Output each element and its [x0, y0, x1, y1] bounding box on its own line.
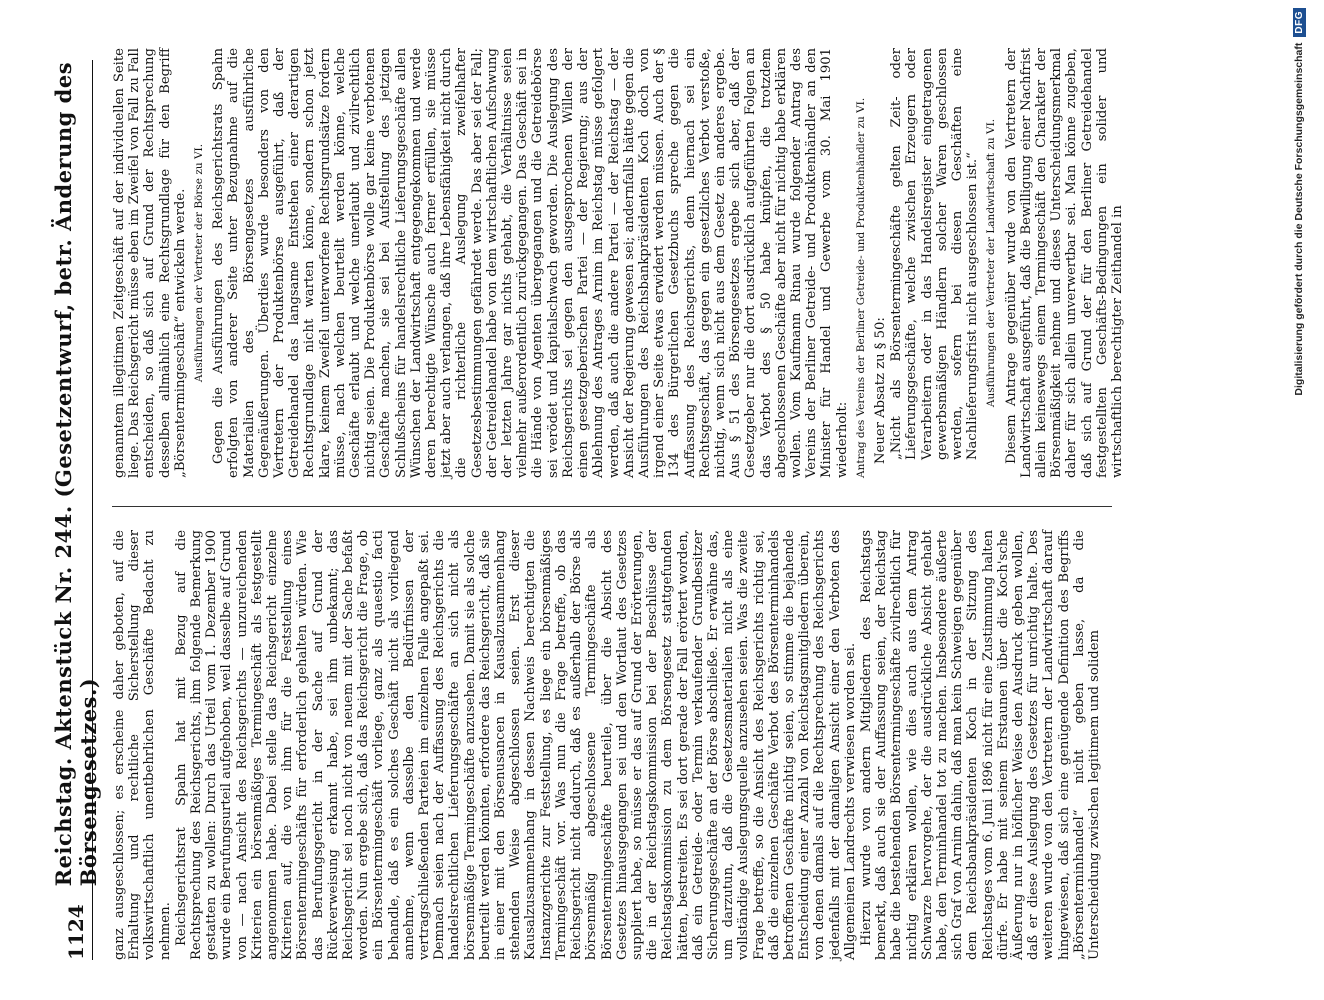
- column-divider: [112, 506, 1112, 507]
- running-head: Reichstag. Aktenstück Nr. 244. (Gesetzentwurf, betr. Änderung des Börsengesetzes.): [51, 61, 101, 887]
- paragraph: Neuer Absatz zu § 50:: [872, 317, 888, 464]
- right-column: [112, 48, 1125, 478]
- left-column: [112, 530, 1112, 960]
- funding-strip: [1285, 8, 1313, 992]
- page-header: [51, 60, 101, 960]
- paragraph: Hierzu wurde von andern Mitgliedern des Reichstags bemerkt, daß auch sie der Auffassung seien, der Reichstag habe die bestehenden Börsentermingeschäfte zivilrechtlich für nichtig erklären wollen, wie dies auch aus dem Antrag Schwarze hervorgehe, der die ausdrückliche Absicht gehabt habe, den Terminhandel tot zu machen. Insbesondere äußerte sich Graf von Arnim dahin, daß man kein Schweigen gegenüber dem Reichsbankpräsidenten Koch in der Sitzung des Reichstages vom 6. Juni 1896 nicht für eine Zustimmung halten dürfe. Er habe mit seinem Erstaunen über die Koch'sche Äußerung nur in höflicher Weise den Ausdruck geben wollen, daß er diese Auslegung des Gesetzes für unrichtig halte. Des weiteren wurde von den Vertretern der Landwirtschaft darauf hingewiesen, daß sich eine genügende Definition des Begriffs „Börsenterminhandel“ nicht geben lasse, da die Unterscheidung zwischen legitimem und solidem: [858, 530, 1102, 960]
- paragraph: Gegen die Ausführungen des Reichsgerichtsrats Spahn erfolgten von anderer Seite unter Bezugnahme auf die Materialien des Börsengesetzes ausführliche Gegenäußerungen. Überdies wurde besonders von den Vertretern der Produktenbörse ausgeführt, daß der Getreidehandel das langsame Entstehen einer derartigen Rechtsgrundlage nicht warten könne, sondern schon jetzt klare, keinem Zweifel unterworfene Rechtsgrundsätze fordern müsse, nach welchen beurteilt werden könne, welche Geschäfte erlaubt und welche unerlaubt und zivilrechtlich nichtig seien. Die Produktenbörse wolle gar keine verbotenen Geschäfte machen, sie sei bei Aufstellung des jetzigen Schlußscheins für handelsrechtliche Lieferungsgeschäfte allen Wünschen der Landwirtschaft entgegengekommen und werde deren berechtigte Wünsche auch ferner erfüllen, sie müsse jetzt aber auch verlangen, daß ihre Lebensfähigkeit nicht durch die richterliche Auslegung zweifelhafter Gesetzesbestimmungen gefährdet werde. Das aber sei der Fall; der Getreidehandel habe von dem wirtschaftlichen Aufschwung der letzten Jahre gar nichts gehabt, die Verhältnisse seien vielmehr außerordentlich zurückgegangen. Das Geschäft sei in die Hände von Agenten übergegangen und die Getreidebörse sei verödet und kapitalschwach geworden. Die Auslegung des Reichsgerichts sei gegen den ausgesprochenen Willen der einen gesetzgeberischen Partei — der Regierung; aus der Ablehnung des Antrages Arnim im Reichstag müsse gefolgert werden, daß auch die andere Partei — der Reichstag — der Ansicht der Regierung gewesen sei; andernfalls hätte gegen die Ausführungen des Reichsbankpräsidenten Koch doch von irgend einer Seite etwas erwidert werden müssen. Auch der § 134 des Bürgerlichen Gesetzbuchs spreche gegen die Auffassung des Reichsgerichts, denn hiernach sei ein Rechtsgeschäft, das gegen ein gesetzliches Verbot verstoße, nichtig, wenn sich nicht aus dem Gesetz ein anderes ergebe. Aus § 51 des Börsengesetzes ergebe sich aber, daß der Gesetzgeber nur die dort ausdrücklich aufgeführten Folgen an das Verbot des § 50 habe knüpfen, die trotzdem abgeschlossenen Geschäfte aber nicht für nichtig habe erklären wollen. Vom Kaufmann Rinau wurde folgender Antrag des Vereins der Berliner Getreide- und Produktenhändler an den Minister für Handel und Gewerbe vom 30. Mai 1901 wiederholt:: [211, 48, 850, 478]
- paragraph: genanntem illegitimen Zeitgeschäft auf der individuellen Seite liege. Das Reichsgericht müsse eben im Zweifel von Fall zu Fall entscheiden, so daß sich auf Grund der Rechtsprechung desselben allmählich eine Rechtsgrundlage für den Begriff „Börsentermingeschäft“ entwickeln werde.: [112, 48, 188, 478]
- block-quote: „Nicht als Börsentermingeschäfte gelten Zeit- oder Lieferungsgeschäfte, welche zwischen Erzeugern oder Verarbeitern oder in das Handelsregister eingetragenen gewerbsmäßigen Händlern solcher Waren geschlossen werden, sofern bei diesen Geschäften eine Nachlieferungsfrist nicht ausgeschlossen ist.“: [889, 48, 981, 460]
- paragraph: ganz ausgeschlossen; es erscheine daher geboten, auf die Erhaltung und rechtliche Sicherstellung dieser volkswirtschaftlich unentbehrlichen Geschäfte Bedacht zu nehmen.: [112, 530, 173, 960]
- section-heading: Ausführungen der Vertreter der Börse zu VI.: [193, 143, 206, 383]
- margin-note: Antrag des Vereins der Berliner Getreide- und Produktenhändler zu VI.: [854, 97, 867, 478]
- paragraph: Reichsgerichtsrat Spahn hat mit Bezug auf die Rechtsprechung des Reichsgerichts, ihm folgende Bemerkung gestatten zu wollen: Durch das Urteil vom 1. Dezember 1900 wurde ein Berufungsurteil aufgehoben, weil dasselbe auf Grund von — nach Ansicht des Reichsgerichts — unzureichenden Kriterien ein börsenmäßiges Termingeschäft als festgestellt angenommen habe. Dabei stelle das Reichsgericht einzelne Kriterien auf, die von ihm für die Feststellung eines Börsentermingeschäfts für erforderlich gehalten würden. Wie das Berufungsgericht in der Sache auf Grund der Rückverweisung erkannt habe, sei ihm unbekannt; das Reichsgericht sei noch nicht von neuem mit der Sache befaßt worden. Nun ergebe sich, daß das Reichsgericht die Frage, ob ein Börsentermingeschäft vorliege, ganz als quaestio facti behandle, daß es ein solches Geschäft nicht als vorliegend annehme, wenn dasselbe den Bedürfnissen der vertragschließenden Parteien im einzelnen Falle angepaßt sei. Demnach seien nach der Auffassung des Reichsgerichts die handelsrechtlichen Lieferungsgeschäfte an sich nicht als börsenmäßige Termingeschäfte anzusehen. Damit sie als solche beurteilt werden könnten, erfordere das Reichsgericht, daß sie in einer mit den Börsenusancen in Kausalzusammenhang stehenden Weise abgeschlossen seien. Erst dieser Kausalzusammenhang in dessen Nachweis berechtigten die Instanzgerichte zur Feststellung, es liege ein börsenmäßiges Termingeschäft vor. Was nun die Frage betreffe, ob das Reichsgericht nicht dadurch, daß es außerhalb der Börse als börsenmäßig abgeschlossene Termingeschäfte als Börsentermingeschäfte beurteile, über die Absicht des Gesetzes hinausgegangen sei und den Wortlaut des Gesetzes suppliert habe, so müsse er das auf Grund der Erörterungen, die in der Reichstagskommission bei der Beschlüsse der Reichstagskommission zu dem Börsengesetz stattgefunden hätten, bestreiten. Es sei dort gerade der Fall erörtert worden, daß ein Getreide- oder Termin verkaufender Grundbesitzer Sicherungsgeschäfte an der Börse abschließe. Er erwähne das, um darzutun, daß die Gesetzesmaterialien nicht als eine vollständige Auslegungsquelle anzusehen seien. Was die zweite Frage betreffe, so die Ansicht des Reichsgerichts richtig sei, daß die einzelnen Geschäfte Verbot des Börsenterminhandels betroffenen Geschäfte nichtig seien, so stimme die bejahende Entscheidung einer Anzahl von Reichstagsmitgliedern überein, von denen damals auf die Rechtsprechung des Reichsgerichts jedenfalls mit der damaligen Ansicht einer den Verboten des Allgemeinen Landrechts verwiesen worden sei.: [173, 530, 858, 960]
- funding-note: Digitalisierung gefördert durch die Deutsche Forschungsgemeinschaft: [1293, 42, 1305, 396]
- section-heading: Ausführungen der Vertreter der Landwirtschaft zu VI.: [985, 118, 998, 408]
- paragraph: Diesem Antrage gegenüber wurde von den Vertretern der Landwirtschaft ausgeführt, daß die Bewilligung einer Nachfrist allein keineswegs einem Termingeschäft den Charakter der Börsenmäßigkeit nehme und dieses Unterscheidungsmerkmal daher für sich allein unverwertbar sei. Man könne zugeben, daß sich auf Grund der für den Berliner Getreidehandel festgestellten Geschäfts-Bedingungen ein solider und wirtschaftlich berechtigter Zeithandel in: [1003, 48, 1125, 478]
- dfg-logo: DFG: [1293, 8, 1306, 37]
- page-number: 1124: [64, 904, 88, 960]
